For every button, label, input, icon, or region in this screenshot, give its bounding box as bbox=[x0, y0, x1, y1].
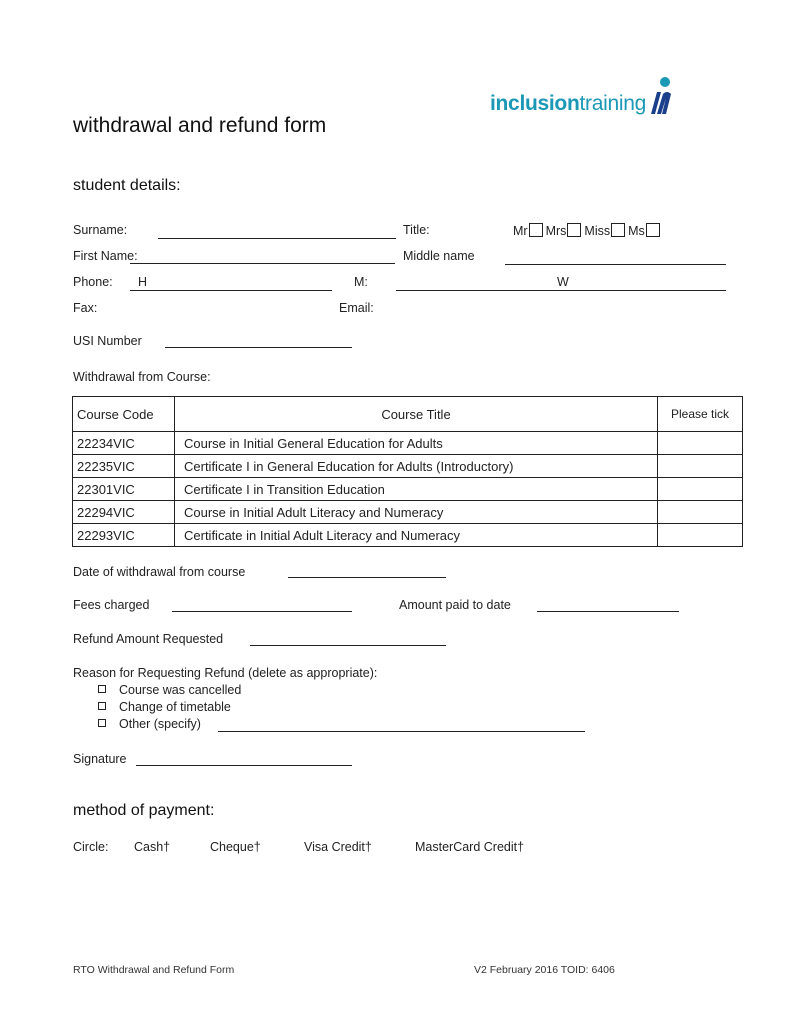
refund-amount-label: Refund Amount Requested bbox=[73, 632, 224, 646]
table-row bbox=[73, 478, 743, 501]
middle-name-field[interactable] bbox=[505, 264, 726, 265]
email-label: Email: bbox=[339, 301, 374, 315]
middle-name-label: Middle name bbox=[403, 249, 475, 263]
header-course-code: Course Code bbox=[73, 397, 175, 432]
checkbox-icon[interactable] bbox=[98, 702, 106, 710]
tick-cell[interactable] bbox=[658, 455, 743, 478]
table-row bbox=[73, 501, 743, 524]
payment-option-visa[interactable]: Visa Credit† bbox=[304, 840, 372, 854]
title-option-mrs: Mrs bbox=[545, 224, 567, 238]
withdrawal-label: Withdrawal from Course: bbox=[73, 370, 211, 384]
course-title: Certificate I in General Education for Adults (Introductory) bbox=[175, 455, 658, 478]
signature-label: Signature bbox=[73, 752, 127, 766]
payment-option-mastercard[interactable]: MasterCard Credit† bbox=[415, 840, 525, 854]
course-code: 22294VIC bbox=[73, 501, 175, 524]
logo-text-training: training bbox=[579, 92, 646, 115]
course-table bbox=[72, 396, 743, 547]
title-options bbox=[513, 223, 663, 238]
course-title: Course in Initial Adult Literacy and Numeracy bbox=[175, 501, 658, 524]
form-title: withdrawal and refund form bbox=[73, 114, 327, 137]
reason-item-timetable[interactable] bbox=[98, 700, 231, 714]
title-option-miss: Miss bbox=[584, 224, 611, 238]
amount-paid-field[interactable] bbox=[537, 611, 679, 612]
footer-left: RTO Withdrawal and Refund Form bbox=[73, 964, 235, 976]
tick-cell[interactable] bbox=[658, 432, 743, 455]
logo-text-inclusion: inclusion bbox=[490, 92, 580, 115]
phone-home-label: H bbox=[138, 275, 148, 289]
phone-home-field[interactable] bbox=[130, 290, 332, 291]
refund-amount-field[interactable] bbox=[250, 645, 446, 646]
reason-heading: Reason for Requesting Refund (delete as appropriate): bbox=[73, 666, 378, 680]
table-row bbox=[73, 432, 743, 455]
fees-charged-label: Fees charged bbox=[73, 598, 150, 612]
payment-heading: method of payment: bbox=[73, 802, 215, 819]
footer-right: V2 February 2016 TOID: 6406 bbox=[474, 964, 615, 976]
course-title: Course in Initial General Education for Adults bbox=[175, 432, 658, 455]
course-title: Certificate in Initial Adult Literacy and Numeracy bbox=[175, 524, 658, 547]
reason-text: Change of timetable bbox=[119, 700, 231, 714]
reason-item-cancelled[interactable] bbox=[98, 683, 241, 697]
first-name-label: First Name: bbox=[73, 249, 138, 263]
first-name-field[interactable] bbox=[130, 263, 395, 264]
usi-field[interactable] bbox=[165, 347, 352, 348]
course-title: Certificate I in Transition Education bbox=[175, 478, 658, 501]
table-row bbox=[73, 524, 743, 547]
surname-field[interactable] bbox=[158, 238, 396, 239]
phone-mobile-label: M: bbox=[354, 275, 368, 289]
checkbox-icon[interactable] bbox=[98, 685, 106, 693]
logo-mark-icon bbox=[648, 76, 678, 116]
tick-cell[interactable] bbox=[658, 478, 743, 501]
other-specify-field[interactable] bbox=[218, 731, 585, 732]
fax-label: Fax: bbox=[73, 301, 98, 315]
title-option-ms: Ms bbox=[628, 224, 645, 238]
phone-work-label: W bbox=[557, 275, 569, 289]
payment-option-cheque[interactable]: Cheque† bbox=[210, 840, 261, 854]
checkbox-mr[interactable] bbox=[529, 223, 543, 237]
phone-mobile-field[interactable] bbox=[396, 290, 543, 291]
usi-label: USI Number bbox=[73, 334, 142, 348]
checkbox-miss[interactable] bbox=[611, 223, 625, 237]
surname-label: Surname: bbox=[73, 223, 128, 237]
date-withdrawal-field[interactable] bbox=[288, 577, 446, 578]
date-withdrawal-label: Date of withdrawal from course bbox=[73, 565, 246, 579]
phone-label: Phone: bbox=[73, 275, 113, 289]
title-option-mr: Mr bbox=[513, 224, 528, 238]
checkbox-ms[interactable] bbox=[646, 223, 660, 237]
table-header-row bbox=[73, 397, 743, 432]
circle-label: Circle: bbox=[73, 840, 109, 854]
header-please-tick: Please tick bbox=[658, 397, 743, 432]
header-course-title: Course Title bbox=[175, 397, 658, 432]
title-label: Title: bbox=[403, 223, 430, 237]
tick-cell[interactable] bbox=[658, 501, 743, 524]
amount-paid-label: Amount paid to date bbox=[399, 598, 511, 612]
course-code: 22234VIC bbox=[73, 432, 175, 455]
signature-field[interactable] bbox=[136, 765, 352, 766]
checkbox-icon[interactable] bbox=[98, 719, 106, 727]
phone-work-field[interactable] bbox=[543, 290, 726, 291]
course-code: 22293VIC bbox=[73, 524, 175, 547]
student-details-heading: student details: bbox=[73, 177, 181, 194]
course-code: 22301VIC bbox=[73, 478, 175, 501]
table-row bbox=[73, 455, 743, 478]
fees-charged-field[interactable] bbox=[172, 611, 352, 612]
inclusion-training-logo bbox=[490, 76, 678, 116]
reason-item-other[interactable] bbox=[98, 717, 201, 731]
tick-cell[interactable] bbox=[658, 524, 743, 547]
reason-text: Course was cancelled bbox=[119, 683, 242, 697]
payment-option-cash[interactable]: Cash† bbox=[134, 840, 171, 854]
checkbox-mrs[interactable] bbox=[567, 223, 581, 237]
reason-text: Other (specify) bbox=[119, 717, 201, 731]
course-code: 22235VIC bbox=[73, 455, 175, 478]
